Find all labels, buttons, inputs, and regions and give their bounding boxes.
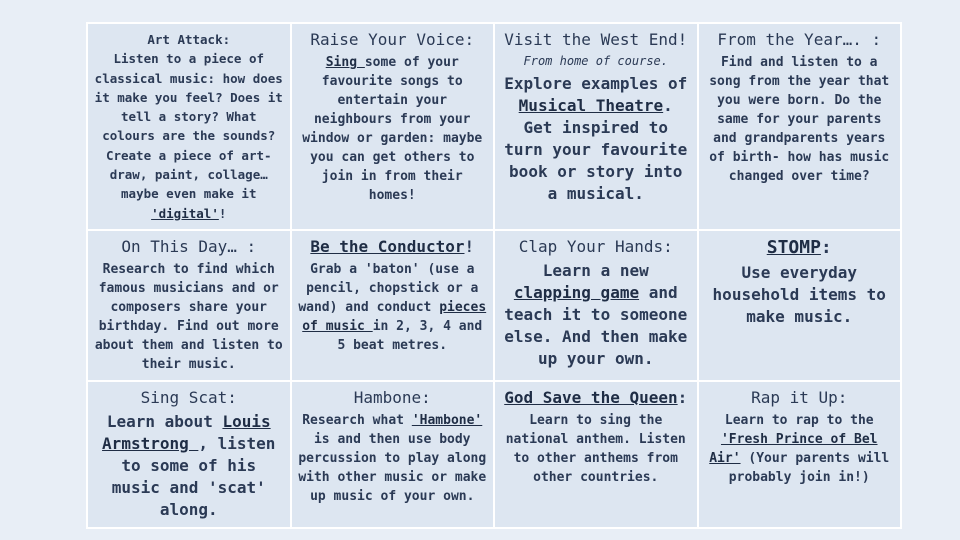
clap-text-end: and teach it to someone else. And then make up your own.	[504, 282, 688, 368]
cell-art-attack	[87, 23, 291, 230]
raise-voice-title: Raise Your Voice:	[310, 30, 475, 49]
west-end-text-end: . Get inspired to turn your favourite book or story into a musical.	[504, 96, 688, 203]
cell-from-the-year	[698, 23, 902, 230]
pieces-of-music-link[interactable]: pieces of music	[302, 299, 487, 334]
god-save-body: Learn to sing the national anthem. Listen to other anthems from other countries.	[505, 412, 686, 485]
louis-armstrong-link[interactable]: Louis Armstrong	[102, 411, 271, 453]
conductor-title-end: !	[464, 236, 475, 256]
art-attack-body-end: !	[218, 205, 227, 221]
sing-scat-title: Sing Scat:	[140, 387, 237, 407]
cell-god-save-the-queen	[494, 381, 698, 528]
conductor-text: Grab a 'baton' (use a pencil, chopstick or a wand) and conduct	[298, 261, 479, 315]
rap-body	[705, 411, 895, 487]
sing-scat-body	[94, 411, 284, 521]
activity-grid	[86, 22, 902, 529]
cell-on-this-day	[87, 230, 291, 381]
grid-row	[87, 230, 901, 381]
hambone-text-end: is and then use body percussion to play along with other music or make up music of your own.	[298, 431, 487, 504]
clapping-game-link[interactable]: clapping game	[513, 282, 640, 302]
on-this-day-body: Research to find which famous musicians and or composers share your birthday. Find out more about them and listen to their music.	[94, 261, 283, 372]
west-end-text: Explore examples of	[504, 74, 688, 93]
hambone-text: Research what	[302, 412, 412, 428]
clap-title: Clap Your Hands:	[518, 236, 673, 256]
grid-row	[87, 381, 901, 528]
cell-sing-scat	[87, 381, 291, 528]
stomp-title-end: :	[820, 236, 832, 258]
grid-row	[87, 23, 901, 230]
on-this-day-title: On This Day… :	[121, 236, 257, 256]
digital-link[interactable]: 'digital'	[151, 205, 219, 221]
hambone-link[interactable]: 'Hambone'	[411, 412, 483, 428]
cell-stomp	[698, 230, 902, 381]
clap-body	[501, 260, 691, 370]
conductor-link[interactable]: Be the Conductor	[310, 236, 465, 256]
from-year-body: Find and listen to a song from the year that you were born. Do the same for your parents and grandparents years of birth- how has music changed over time?	[709, 55, 890, 184]
conductor-text-end: in 2, 3, 4 and 5 beat metres.	[337, 318, 483, 353]
hambone-body	[298, 411, 488, 506]
raise-voice-text: some of your favourite songs to entertain your neighbours from your window or garden: maybe you can get others to join in from their homes!	[302, 55, 483, 203]
cell-west-end	[494, 23, 698, 230]
art-attack-text	[94, 30, 284, 223]
rap-title: Rap it Up:	[751, 387, 848, 407]
god-save-link[interactable]: God Save the Queen	[504, 387, 678, 407]
stomp-title	[705, 237, 895, 259]
clap-text: Learn a new	[542, 260, 649, 280]
from-year-title: From the Year…. :	[717, 30, 882, 49]
conductor-title	[298, 237, 488, 257]
west-end-title: Visit the West End!	[504, 30, 688, 49]
cell-clap-your-hands	[494, 230, 698, 381]
cell-be-the-conductor	[291, 230, 495, 381]
sing-link[interactable]: Sing	[325, 55, 365, 70]
stomp-body: Use everyday household items to make music.	[712, 262, 886, 326]
art-attack-body: Listen to a piece of classical music: how does it make you feel? Does it tell a story? What colours are the sounds? Create a piece of art- draw, paint, collage…maybe even make it	[94, 51, 283, 202]
fresh-prince-link[interactable]: 'Fresh Prince of Bel Air'	[709, 431, 878, 466]
raise-voice-body	[298, 53, 488, 205]
cell-hambone	[291, 381, 495, 528]
musical-theatre-link[interactable]: Musical Theatre	[518, 96, 664, 115]
sing-scat-text: Learn about	[106, 411, 223, 431]
sing-scat-text-end: , listen to some of his music and 'scat' along.	[111, 433, 276, 519]
conductor-body	[298, 260, 488, 355]
west-end-body	[501, 73, 691, 205]
rap-text-end: (Your parents will probably join in!)	[728, 450, 890, 485]
stomp-link[interactable]: STOMP	[766, 236, 821, 258]
god-save-title	[501, 388, 691, 408]
art-attack-title: Art Attack:	[147, 32, 231, 47]
cell-raise-your-voice	[291, 23, 495, 230]
god-save-title-end: :	[677, 387, 688, 407]
hambone-title: Hambone:	[353, 387, 431, 407]
west-end-subtitle: From home of course.	[523, 54, 668, 68]
rap-text: Learn to rap to the	[724, 412, 874, 428]
cell-rap-it-up	[698, 381, 902, 528]
